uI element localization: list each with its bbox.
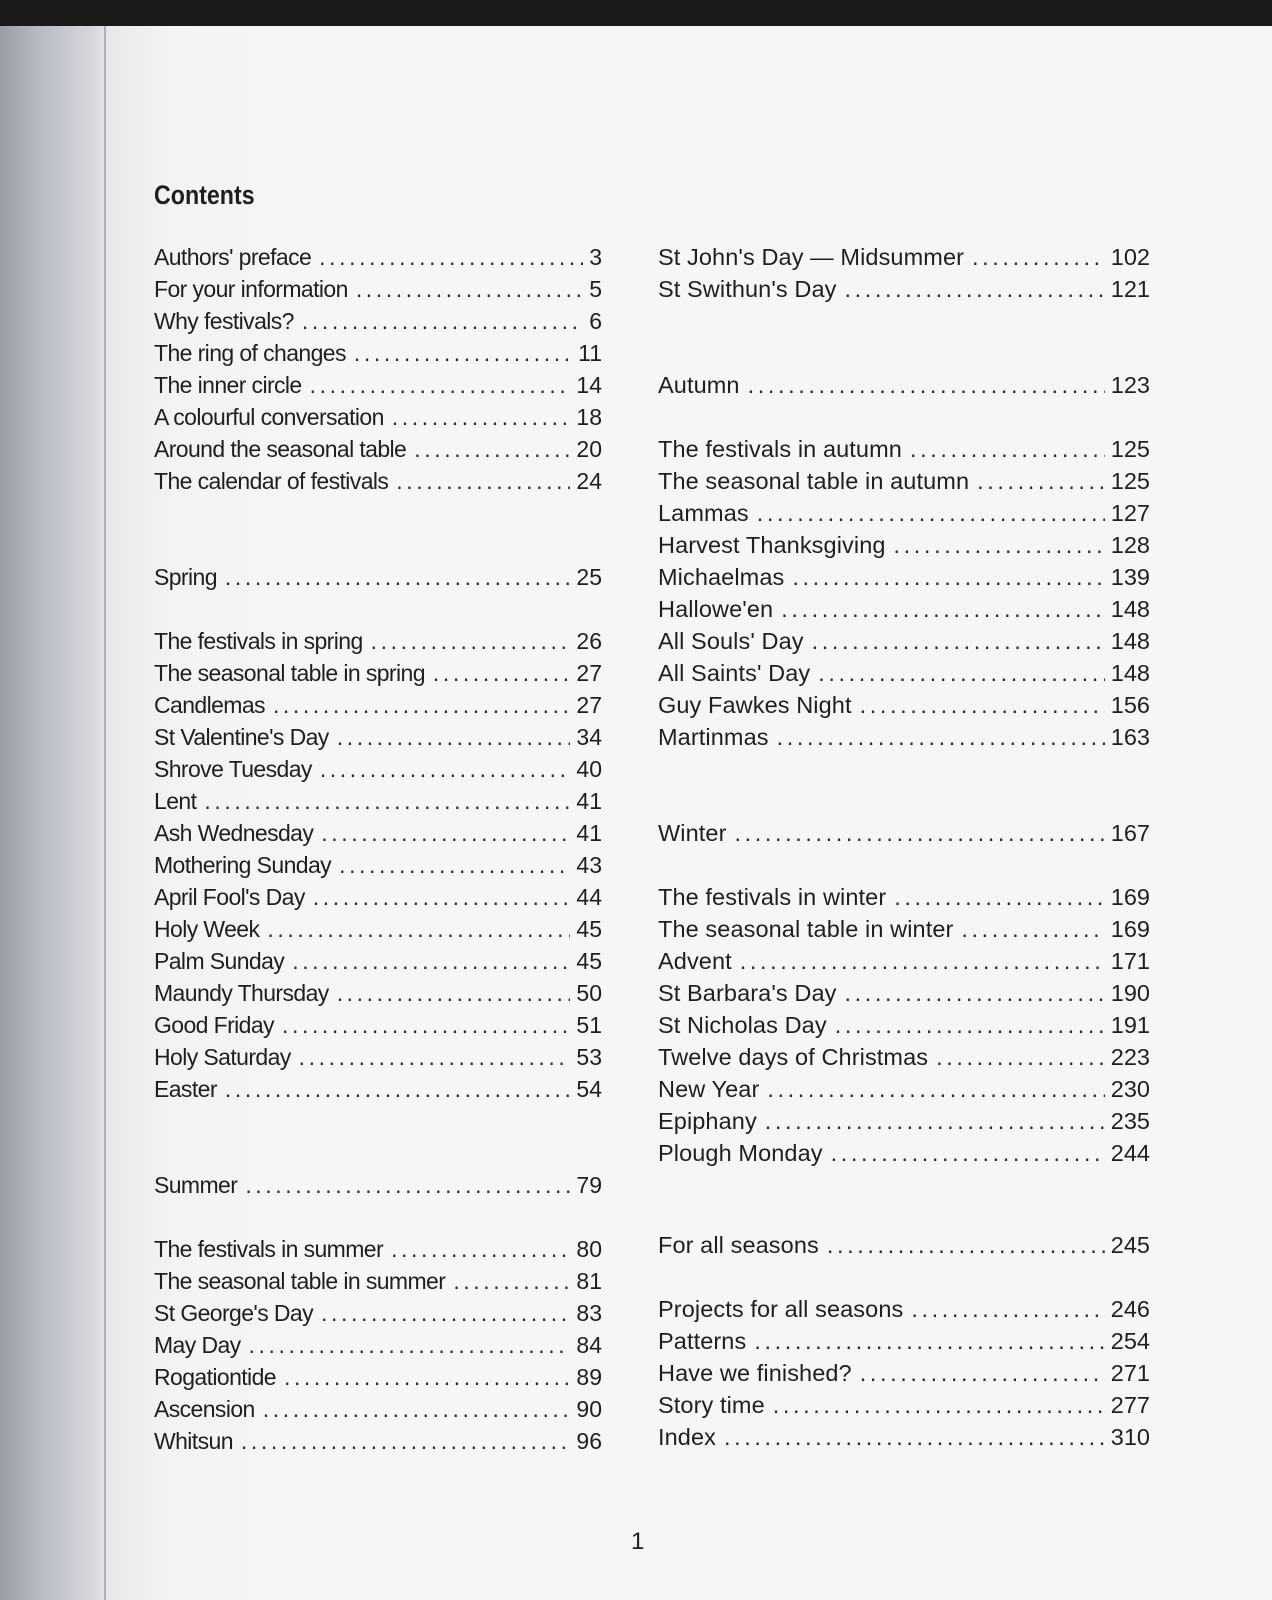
toc-entry xyxy=(658,948,1150,975)
entry-label: Authors' preface xyxy=(154,244,312,270)
toc-entry xyxy=(658,468,1150,495)
entry-page: 24 xyxy=(576,468,602,494)
toc-section-heading xyxy=(658,1232,1150,1259)
entry-label: Mothering Sunday xyxy=(154,852,332,878)
toc-entry xyxy=(658,628,1150,655)
entry-page: 128 xyxy=(1110,532,1150,558)
dot-leader xyxy=(845,276,1105,303)
dot-leader xyxy=(267,916,570,943)
entry-label: Patterns xyxy=(658,1328,747,1354)
entry-page: 169 xyxy=(1110,916,1150,942)
dot-leader xyxy=(433,660,571,687)
entry-page: 190 xyxy=(1110,980,1150,1006)
toc-entry xyxy=(658,1044,1150,1071)
entry-page: 89 xyxy=(576,1364,602,1390)
entry-page: 148 xyxy=(1110,660,1150,686)
entry-page: 34 xyxy=(576,724,602,750)
toc-entry xyxy=(154,948,602,975)
entry-page: 54 xyxy=(576,1076,602,1102)
toc-entry xyxy=(154,1076,602,1103)
dot-leader xyxy=(320,756,571,783)
entry-label: The festivals in spring xyxy=(154,628,363,654)
entry-label: Harvest Thanksgiving xyxy=(658,532,886,558)
entry-label: New Year xyxy=(658,1076,760,1102)
toc-entry xyxy=(658,1296,1150,1323)
toc-entry xyxy=(154,1396,602,1423)
entry-label: Candlemas xyxy=(154,692,265,718)
toc-entry xyxy=(658,884,1150,911)
toc-entry xyxy=(658,1424,1150,1451)
dot-leader xyxy=(273,692,570,719)
entry-page: 246 xyxy=(1110,1296,1150,1322)
toc-entry xyxy=(154,1332,602,1359)
toc-entry xyxy=(154,308,602,335)
entry-label: Advent xyxy=(658,948,732,974)
toc-entry xyxy=(154,468,602,495)
entry-label: All Souls' Day xyxy=(658,628,804,654)
dot-leader xyxy=(754,1328,1104,1355)
toc-entry xyxy=(154,1012,602,1039)
toc-entry xyxy=(154,820,602,847)
entry-page: 139 xyxy=(1110,564,1150,590)
dot-leader xyxy=(765,1108,1105,1135)
entry-page: 148 xyxy=(1110,628,1150,654)
dot-leader xyxy=(735,820,1105,847)
entry-label: Ash Wednesday xyxy=(154,820,314,846)
entry-page: 223 xyxy=(1110,1044,1150,1070)
entry-label: Summer xyxy=(154,1172,238,1198)
dot-leader xyxy=(910,436,1105,463)
entry-label: A colourful conversation xyxy=(154,404,384,430)
dot-leader xyxy=(356,276,583,303)
dot-leader xyxy=(781,596,1105,623)
entry-label: Michaelmas xyxy=(658,564,785,590)
toc-entry xyxy=(154,1300,602,1327)
toc-entry xyxy=(658,692,1150,719)
toc-entry xyxy=(658,244,1150,271)
entry-label: April Fool's Day xyxy=(154,884,305,910)
entry-label: The festivals in winter xyxy=(658,884,887,910)
dot-leader xyxy=(391,1236,570,1263)
entry-page: 41 xyxy=(576,820,602,846)
page-number: 1 xyxy=(631,1528,645,1555)
toc-entry xyxy=(154,884,602,911)
entry-page: 26 xyxy=(576,628,602,654)
toc-entry xyxy=(154,1236,602,1263)
entry-page: 169 xyxy=(1110,884,1150,910)
entry-label: Rogationtide xyxy=(154,1364,276,1390)
toc-entry xyxy=(154,788,602,815)
entry-page: 191 xyxy=(1110,1012,1150,1038)
dot-leader xyxy=(757,500,1105,527)
toc-entry xyxy=(154,756,602,783)
toc-entry xyxy=(154,1044,602,1071)
entry-page: 14 xyxy=(576,372,602,398)
toc-entry xyxy=(658,532,1150,559)
entry-page: 80 xyxy=(576,1236,602,1262)
entry-label: Martinmas xyxy=(658,724,769,750)
entry-page: 310 xyxy=(1110,1424,1150,1450)
toc-entry xyxy=(658,596,1150,623)
dot-leader xyxy=(792,564,1104,591)
entry-page: 245 xyxy=(1110,1232,1150,1258)
entry-label: St Nicholas Day xyxy=(658,1012,827,1038)
dot-leader xyxy=(911,1296,1104,1323)
dot-leader xyxy=(225,1076,571,1103)
entry-label: Good Friday xyxy=(154,1012,274,1038)
toc-entry xyxy=(658,1360,1150,1387)
entry-page: 244 xyxy=(1110,1140,1150,1166)
entry-label: The festivals in summer xyxy=(154,1236,384,1262)
entry-label: Spring xyxy=(154,564,217,590)
toc-entry xyxy=(154,660,602,687)
entry-page: 6 xyxy=(589,308,602,334)
entry-label: For all seasons xyxy=(658,1232,819,1258)
entry-page: 44 xyxy=(576,884,602,910)
page-title: Contents xyxy=(154,180,255,210)
dot-leader xyxy=(453,1268,570,1295)
toc-entry xyxy=(658,500,1150,527)
toc-section-heading xyxy=(154,1172,602,1199)
page-gutter xyxy=(104,26,106,1600)
toc-entry xyxy=(658,436,1150,463)
entry-label: Projects for all seasons xyxy=(658,1296,904,1322)
entry-label: For your information xyxy=(154,276,348,302)
dot-leader xyxy=(860,692,1105,719)
toc-entry xyxy=(154,692,602,719)
entry-label: Index xyxy=(658,1424,716,1450)
toc-entry xyxy=(658,1076,1150,1103)
entry-page: 25 xyxy=(576,564,602,590)
dot-leader xyxy=(961,916,1104,943)
entry-page: 18 xyxy=(576,404,602,430)
entry-page: 121 xyxy=(1110,276,1150,302)
dot-leader xyxy=(299,1044,571,1071)
entry-page: 79 xyxy=(576,1172,602,1198)
dot-leader xyxy=(313,884,571,911)
dot-leader xyxy=(977,468,1105,495)
dot-leader xyxy=(292,948,570,975)
entry-page: 45 xyxy=(576,948,602,974)
entry-page: 83 xyxy=(576,1300,602,1326)
entry-page: 254 xyxy=(1110,1328,1150,1354)
entry-page: 167 xyxy=(1110,820,1150,846)
toc-entry xyxy=(154,1428,602,1455)
entry-page: 27 xyxy=(576,660,602,686)
toc-entry xyxy=(154,244,602,271)
dot-leader xyxy=(773,1392,1105,1419)
entry-page: 11 xyxy=(578,340,602,366)
toc-entry xyxy=(154,628,602,655)
entry-page: 125 xyxy=(1110,468,1150,494)
dot-leader xyxy=(740,948,1105,975)
dot-leader xyxy=(777,724,1105,751)
entry-page: 84 xyxy=(576,1332,602,1358)
entry-label: The seasonal table in winter xyxy=(658,916,954,942)
entry-page: 40 xyxy=(576,756,602,782)
dot-leader xyxy=(225,564,571,591)
dot-leader xyxy=(894,884,1105,911)
dot-leader xyxy=(414,436,570,463)
entry-page: 230 xyxy=(1110,1076,1150,1102)
toc-section-heading xyxy=(658,372,1150,399)
entry-label: Palm Sunday xyxy=(154,948,285,974)
entry-label: Ascension xyxy=(154,1396,255,1422)
entry-label: The seasonal table in summer xyxy=(154,1268,446,1294)
dot-leader xyxy=(827,1232,1105,1259)
entry-label: Why festivals? xyxy=(154,308,294,334)
entry-page: 127 xyxy=(1110,500,1150,526)
dot-leader xyxy=(284,1364,570,1391)
entry-label: Whitsun xyxy=(154,1428,233,1454)
toc-entry xyxy=(154,404,602,431)
toc-section-heading xyxy=(658,820,1150,847)
toc-entry xyxy=(658,1392,1150,1419)
toc-entry xyxy=(154,980,602,1007)
entry-label: Holy Week xyxy=(154,916,260,942)
entry-label: Story time xyxy=(658,1392,765,1418)
entry-label: The festivals in autumn xyxy=(658,436,902,462)
entry-page: 123 xyxy=(1110,372,1150,398)
entry-page: 5 xyxy=(589,276,602,302)
entry-page: 50 xyxy=(576,980,602,1006)
entry-page: 41 xyxy=(576,788,602,814)
toc-entry xyxy=(154,852,602,879)
entry-label: St George's Day xyxy=(154,1300,314,1326)
entry-label: Maundy Thursday xyxy=(154,980,329,1006)
entry-label: Around the seasonal table xyxy=(154,436,407,462)
entry-label: Guy Fawkes Night xyxy=(658,692,852,718)
dot-leader xyxy=(204,788,570,815)
dot-leader xyxy=(249,1332,571,1359)
entry-label: Lent xyxy=(154,788,197,814)
dot-leader xyxy=(282,1012,570,1039)
toc-entry xyxy=(658,1108,1150,1135)
entry-label: The ring of changes xyxy=(154,340,346,366)
book-page xyxy=(0,26,1272,1600)
dot-leader xyxy=(310,372,571,399)
entry-label: Holy Saturday xyxy=(154,1044,291,1070)
entry-label: Hallowe'en xyxy=(658,596,774,622)
dot-leader xyxy=(241,1428,571,1455)
entry-page: 235 xyxy=(1110,1108,1150,1134)
dot-leader xyxy=(818,660,1105,687)
entry-page: 90 xyxy=(576,1396,602,1422)
entry-page: 3 xyxy=(589,244,602,270)
entry-page: 277 xyxy=(1110,1392,1150,1418)
entry-label: The seasonal table in spring xyxy=(154,660,425,686)
toc-entry xyxy=(154,1268,602,1295)
entry-label: The calendar of festivals xyxy=(154,468,389,494)
dot-leader xyxy=(396,468,570,495)
entry-page: 171 xyxy=(1110,948,1150,974)
dot-leader xyxy=(321,820,570,847)
entry-page: 53 xyxy=(576,1044,602,1070)
dot-leader xyxy=(972,244,1105,271)
dot-leader xyxy=(337,980,571,1007)
dot-leader xyxy=(767,1076,1104,1103)
dot-leader xyxy=(894,532,1105,559)
entry-label: Autumn xyxy=(658,372,740,398)
dot-leader xyxy=(339,852,570,879)
entry-label: Easter xyxy=(154,1076,217,1102)
entry-page: 45 xyxy=(576,916,602,942)
entry-label: Lammas xyxy=(658,500,749,526)
toc-entry xyxy=(658,660,1150,687)
entry-page: 81 xyxy=(576,1268,602,1294)
dot-leader xyxy=(860,1360,1105,1387)
entry-label: Shrove Tuesday xyxy=(154,756,312,782)
entry-label: Plough Monday xyxy=(658,1140,823,1166)
dot-leader xyxy=(371,628,571,655)
entry-page: 125 xyxy=(1110,436,1150,462)
dot-leader xyxy=(245,1172,570,1199)
entry-label: St Swithun's Day xyxy=(658,276,837,302)
entry-label: Have we finished? xyxy=(658,1360,852,1386)
toc-entry xyxy=(658,916,1150,943)
dot-leader xyxy=(263,1396,571,1423)
dot-leader xyxy=(812,628,1105,655)
entry-page: 163 xyxy=(1110,724,1150,750)
entry-page: 102 xyxy=(1110,244,1150,270)
dot-leader xyxy=(845,980,1105,1007)
toc-entry xyxy=(154,372,602,399)
toc-entry xyxy=(658,724,1150,751)
toc-entry xyxy=(154,1364,602,1391)
entry-label: Epiphany xyxy=(658,1108,757,1134)
toc-entry xyxy=(154,724,602,751)
entry-page: 271 xyxy=(1110,1360,1150,1386)
entry-label: May Day xyxy=(154,1332,241,1358)
entry-label: Winter xyxy=(658,820,727,846)
toc-entry xyxy=(658,564,1150,591)
entry-page: 156 xyxy=(1110,692,1150,718)
entry-label: St Valentine's Day xyxy=(154,724,329,750)
entry-label: St Barbara's Day xyxy=(658,980,837,1006)
toc-entry xyxy=(154,340,602,367)
dot-leader xyxy=(321,1300,570,1327)
entry-page: 20 xyxy=(576,436,602,462)
dot-leader xyxy=(302,308,583,335)
toc-entry xyxy=(658,1012,1150,1039)
dot-leader xyxy=(835,1012,1105,1039)
dot-leader xyxy=(319,244,583,271)
entry-page: 43 xyxy=(576,852,602,878)
entry-label: St John's Day — Midsummer xyxy=(658,244,965,270)
toc-entry xyxy=(658,1140,1150,1167)
entry-page: 96 xyxy=(576,1428,602,1454)
entry-label: Twelve days of Christmas xyxy=(658,1044,929,1070)
entry-label: The inner circle xyxy=(154,372,302,398)
dot-leader xyxy=(337,724,571,751)
dot-leader xyxy=(936,1044,1105,1071)
dot-leader xyxy=(748,372,1105,399)
toc-entry xyxy=(154,916,602,943)
toc-entry xyxy=(154,276,602,303)
dot-leader xyxy=(831,1140,1105,1167)
entry-page: 51 xyxy=(576,1012,602,1038)
dot-leader xyxy=(354,340,572,367)
toc-entry xyxy=(658,1328,1150,1355)
toc-entry xyxy=(154,436,602,463)
entry-page: 148 xyxy=(1110,596,1150,622)
toc-section-heading xyxy=(154,564,602,591)
toc-entry xyxy=(658,276,1150,303)
toc-entry xyxy=(658,980,1150,1007)
entry-label: The seasonal table in autumn xyxy=(658,468,970,494)
dot-leader xyxy=(392,404,571,431)
dot-leader xyxy=(724,1424,1105,1451)
entry-label: All Saints' Day xyxy=(658,660,811,686)
entry-page: 27 xyxy=(576,692,602,718)
